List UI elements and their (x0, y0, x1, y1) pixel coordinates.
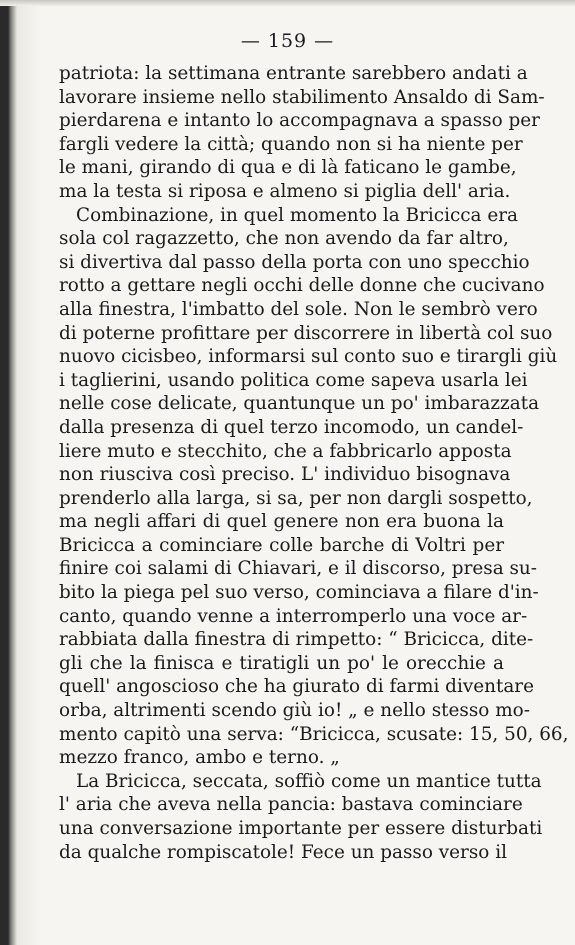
text-line: ma la testa si riposa e almeno si piglia dell' aria. (59, 180, 511, 202)
text-line: alla finestra, l'imbatto del sole. Non le sembrò vero (59, 298, 538, 320)
body-text (59, 62, 569, 864)
text-line: i taglierini, usando politica come sapeva usarla lei (59, 369, 528, 391)
text-line: fargli vedere la città; quando non si ha niente per (59, 133, 523, 155)
text-line: l' aria che aveva nella pancia: bastava cominciare (59, 794, 523, 816)
text-line: da qualche rompiscatole! Fece un passo verso il (59, 841, 507, 863)
text-line: nuovo cicisbeo, informarsi sul conto suo e tirargli giù (59, 346, 558, 368)
text-line: bito la piega pel suo verso, cominciava a filare d'in- (59, 582, 539, 604)
text-line: non riusciva così preciso. L' individuo bisognava (59, 464, 511, 486)
text-line: mento capitò una serva: “Bricicca, scusate: 15, 50, 66, (59, 723, 569, 745)
text-line: patriota: la settimana entrante sarebbero andati a (59, 63, 528, 84)
text-line: quell' angoscioso che ha giurato di farmi diventare (59, 676, 534, 698)
text-line: canto, quando venne a interromperlo una voce ar- (59, 605, 528, 627)
text-line: si divertiva dal passo della porta con uno specchio (59, 251, 530, 273)
text-line: sola col ragazzetto, che non avendo da far altro, (59, 228, 509, 250)
text-line: dalla presenza di quel terzo incomodo, un candel- (59, 416, 524, 438)
text-line: rabbiata dalla finestra di rimpetto: “ Bricicca, dite- (59, 629, 534, 651)
text-line: pierdarena e intanto lo accompagnava a spasso per (59, 110, 540, 132)
text-line: finire coi salami di Chiavari, e il discorso, presa su- (59, 558, 537, 580)
text-line: lavorare insieme nello stabilimento Ansaldo di Sam- (59, 86, 545, 108)
text-line: rotto a gettare negli occhi delle donne che cucivano (59, 275, 545, 297)
text-line: nelle cose delicate, quantunque un po' imbarazzata (59, 393, 540, 415)
text-line: ma negli affari di quel genere non era buona la (59, 511, 504, 533)
text-line: mezzo franco, ambo e terno. „ (59, 747, 340, 769)
text-line: Bricicca a cominciare colle barche di Voltri per (59, 534, 504, 556)
text-line: Combinazione, in quel momento la Bricicca era (76, 204, 519, 226)
page-number: — 159 — (240, 30, 335, 52)
text-line: gli che la finisca e tiratigli un po' le orecchie a (59, 652, 504, 674)
text-line: orba, altrimenti scendo giù io! „ e nello stesso mo- (59, 700, 530, 722)
text-line: una conversazione importante per essere disturbati (59, 818, 543, 839)
text-line: di poterne profittare per discorrere in libertà col suo (59, 322, 553, 344)
text-line: prenderlo alla larga, si sa, per non dargli sospetto, (59, 487, 533, 509)
page-top-edge (0, 0, 575, 6)
text-line: liere muto e stecchito, che a fabbricarlo apposta (59, 440, 512, 462)
text-line: La Bricicca, seccata, soffiò come un mantice tutta (76, 770, 542, 792)
text-line: le mani, girando di qua e di là faticano le gambe, (59, 157, 517, 179)
